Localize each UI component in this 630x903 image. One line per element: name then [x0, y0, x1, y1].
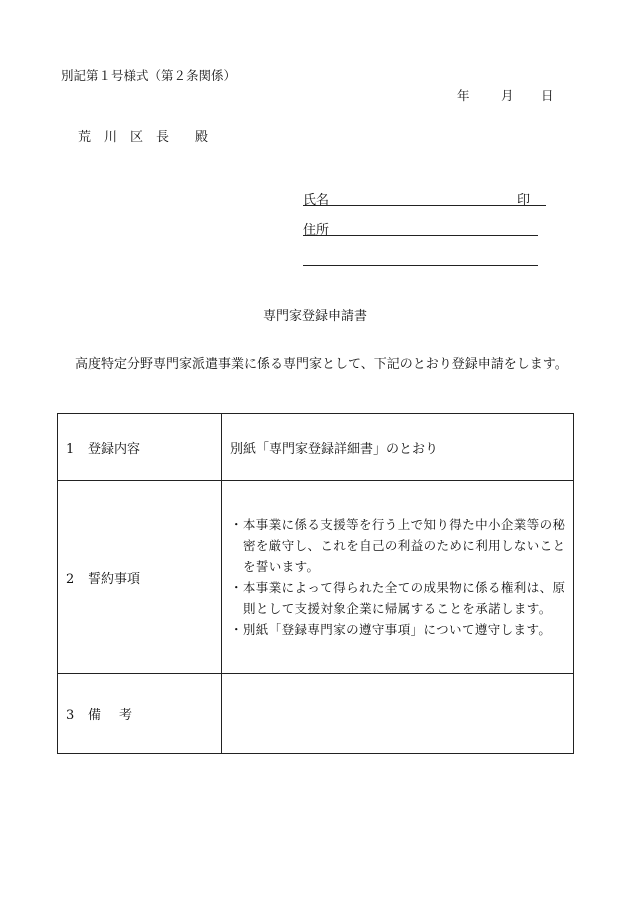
registration-content: 別紙「専門家登録詳細書」のとおり [230, 441, 439, 457]
row-label: 登録内容 [88, 441, 141, 457]
table-row [58, 481, 574, 674]
name-label: 氏名 [303, 193, 330, 208]
row-number: 1 [66, 441, 75, 457]
pledge-item: ・別紙「登録専門家の遵守事項」について遵守します。 [230, 622, 552, 637]
date-day: 日 [541, 88, 554, 103]
table-row [58, 674, 574, 754]
row-label-cell [58, 674, 222, 754]
remarks-cell[interactable] [222, 674, 574, 754]
pledge-cell [222, 481, 574, 674]
registration-content-cell[interactable] [222, 414, 574, 481]
row-label-cell [58, 481, 222, 674]
intro-text: 高度特定分野専門家派遣事業に係る専門家として、下記のとおり登録申請をします。 [75, 357, 568, 372]
application-table [57, 413, 574, 754]
address-label: 住所 [303, 223, 330, 238]
address-continuation-field[interactable] [303, 249, 538, 266]
date-line [457, 86, 554, 104]
table-row [58, 414, 574, 481]
row-number: 3 [66, 708, 75, 723]
seal-mark: 印 [516, 193, 530, 208]
pledge-item: ・本事業に係る支援等を行う上で知り得た中小企業等の秘密を厳守し、これを自己の利益のために利用しないことを誓います。 [230, 517, 566, 574]
addressee: 荒 川 区 長 殿 [78, 130, 209, 145]
form-number-label: 別記第１号様式（第２条関係） [61, 68, 237, 83]
row-label: 誓約事項 [88, 571, 141, 587]
name-field[interactable] [303, 189, 546, 206]
row-number: 2 [66, 571, 75, 587]
document-title: 専門家登録申請書 [262, 309, 367, 324]
pledge-list [230, 514, 573, 640]
row-label-cell [58, 414, 222, 481]
date-month: 月 [501, 88, 514, 103]
address-field[interactable] [303, 219, 538, 236]
pledge-item: ・本事業によって得られた全ての成果物に係る権利は、原則として支援対象企業に帰属することを承諾します。 [230, 580, 566, 616]
row-label: 備考 [88, 708, 151, 723]
date-year: 年 [457, 88, 470, 103]
